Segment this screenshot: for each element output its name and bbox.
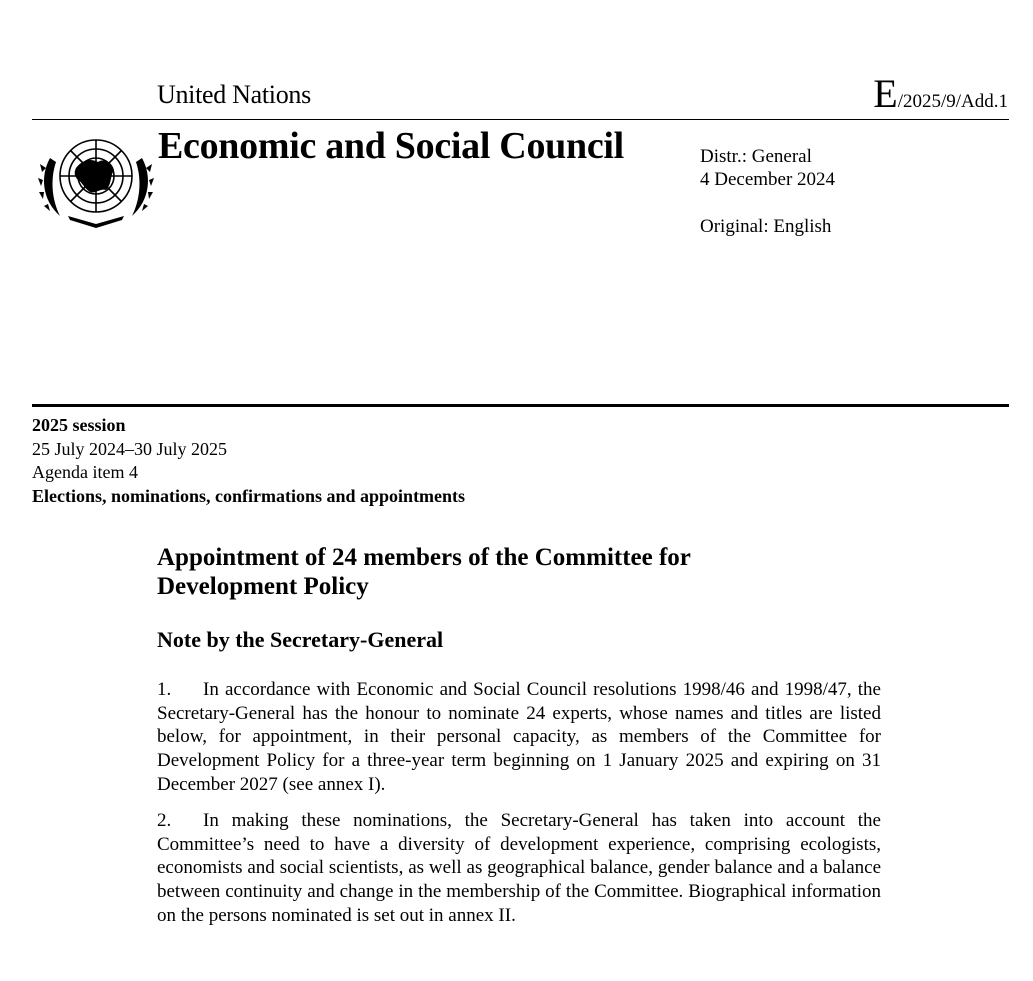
paragraph: [157, 678, 881, 797]
document-symbol: [873, 70, 1008, 117]
paragraph: [157, 809, 881, 928]
document-title: Appointment of 24 members of the Committee for Development Policy: [157, 544, 691, 600]
session-name: 2025 session: [32, 415, 126, 435]
organization-name: United Nations: [157, 80, 311, 109]
council-name: Economic and Social Council: [158, 125, 624, 167]
document-symbol-prefix: E: [873, 71, 898, 116]
document-date: 4 December 2024: [700, 169, 836, 190]
distribution-block: [700, 145, 835, 191]
document-symbol-suffix: /2025/9/Add.1: [897, 91, 1008, 112]
session-block: [32, 414, 465, 508]
section-divider: [32, 404, 1009, 407]
paragraph-text: In making these nominations, the Secretary-General has taken into account the Committee’s need to have a diversity of development experience, comprising ecologists, economists and social scientists, as well as geographical balance, gender balance and a balance between continuity and change in the membership of the Committee. Biographical information on the persons nominated is set out in annex II.: [157, 810, 881, 926]
document-subtitle: Note by the Secretary-General: [157, 627, 444, 652]
original-language: Original: English: [700, 216, 832, 237]
header-divider: [32, 119, 1009, 120]
session-dates: 25 July 2024–30 July 2025: [32, 438, 228, 459]
agenda-title: Elections, nominations, confirmations and appointments: [32, 485, 466, 506]
paragraph-number: 1.: [157, 679, 172, 700]
un-emblem-icon: [38, 128, 154, 228]
paragraph-number: 2.: [157, 810, 172, 831]
paragraph-text: In accordance with Economic and Social Council resolutions 1998/46 and 1998/47, the Secretary-General has the honour to nominate 24 experts, whose names and titles are listed below, for appointment, in their personal capacity, as members of the Committee for Development Policy for a three-year term beginning on 1 January 2025 and expiring on 31 December 2027 (see annex I).: [157, 679, 881, 795]
agenda-item: Agenda item 4: [32, 462, 138, 482]
distribution-type: Distr.: General: [700, 146, 812, 167]
